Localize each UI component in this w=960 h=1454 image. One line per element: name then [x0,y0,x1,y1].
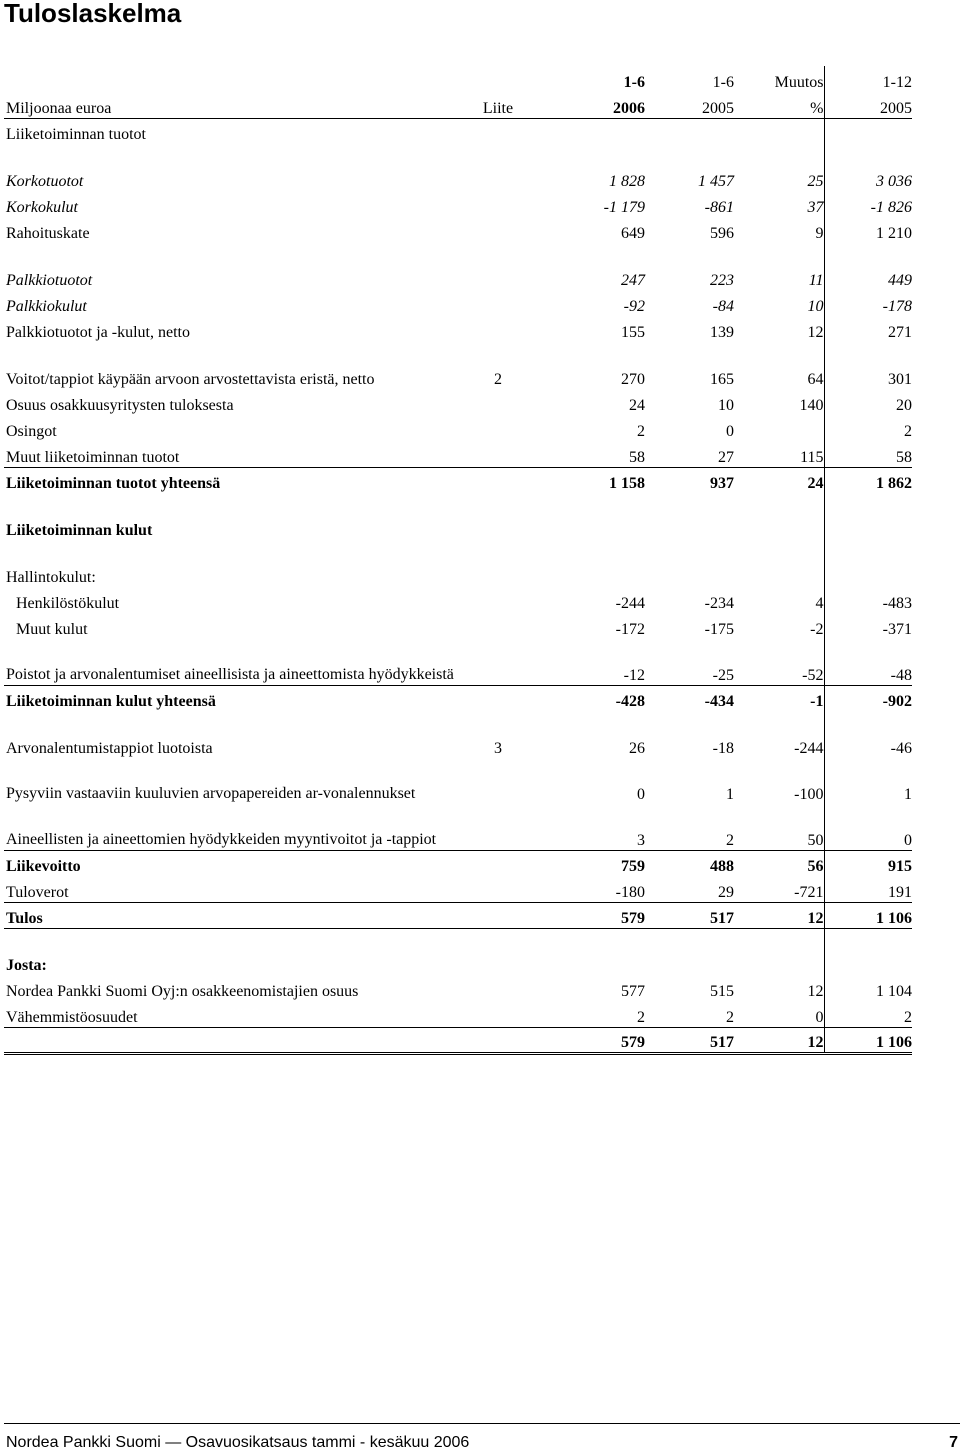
row-value-change-pct: 24 [734,467,824,493]
row-value-h1-2006: -244 [615,595,645,612]
row-label: Liikevoitto [6,858,81,875]
row-value-change-pct [734,144,824,165]
row-label: Osuus osakkuusyritysten tuloksesta [6,397,234,414]
row-value-fy-2005: 2 [824,1001,912,1027]
row-value-change-pct [734,540,824,561]
row-value-h1-2006: -180 [532,876,645,902]
row-value-h1-2005: 1 457 [698,173,734,190]
spacer-row [4,243,912,264]
row-note-ref [464,514,532,540]
table-row [4,732,912,758]
row-value-h1-2006 [532,342,645,363]
row-value-change-pct: 140 [734,389,824,415]
row-value-h1-2006: -428 [615,693,645,710]
row-note-ref [464,949,532,975]
row-note-ref [464,217,532,243]
row-value-h1-2006: 58 [532,441,645,467]
table-row [4,1001,912,1027]
row-note-ref: 2 [494,371,502,388]
row-value-h1-2005 [645,493,734,514]
row-value-h1-2006 [532,928,645,949]
row-value-change-pct: 37 [734,191,824,217]
row-note-ref [464,264,532,290]
row-value-fy-2005: 1 106 [824,1027,912,1053]
row-label: Liiketoiminnan tuotot yhteensä [6,475,221,492]
row-note-ref [464,467,532,493]
spacer-row [4,711,912,732]
row-value-change-pct: 12 [734,902,824,928]
row-note-ref [464,191,532,217]
row-label: Palkkiotuotot [6,272,93,289]
row-note-ref: 3 [494,740,502,757]
row-label: Palkkiotuotot ja -kulut, netto [6,324,190,341]
row-value-h1-2005: 596 [710,225,734,242]
table-row [4,949,912,975]
row-value-h1-2005: 165 [710,371,734,388]
table-row [4,514,912,540]
row-value-fy-2005: 58 [824,441,912,467]
row-value-change-pct: -244 [734,732,824,758]
row-value-h1-2005: 27 [645,441,734,467]
row-value-h1-2005 [645,711,734,732]
spacer-row [4,493,912,514]
row-value-h1-2006: 24 [629,397,645,414]
row-value-h1-2006 [532,118,645,144]
row-note-ref [464,639,532,685]
row-label: Tuloverot [4,876,464,902]
header-liite: Liite [464,92,532,118]
row-value-change-pct [734,949,824,975]
table-row [4,902,912,928]
row-note-ref [464,587,532,613]
row-value-change-pct: 25 [734,165,824,191]
row-value-fy-2005 [824,949,912,975]
row-note-ref [464,316,532,342]
row-value-fy-2005: 301 [888,371,912,388]
row-label [4,243,464,264]
row-value-h1-2006: 1 158 [609,475,645,492]
header-percent: % [734,92,824,118]
row-label: Vähemmistöosuudet [4,1001,464,1027]
row-value-fy-2005: 20 [896,397,912,414]
table-row [4,613,912,639]
row-value-fy-2005: -178 [882,298,912,315]
row-label: Liiketoiminnan kulut [6,522,153,539]
row-note-ref [464,804,532,850]
row-value-change-pct [734,342,824,363]
row-note-ref [464,975,532,1001]
row-note-ref [464,389,532,415]
row-value-fy-2005 [824,540,912,561]
row-label: Korkokulut [6,199,78,216]
row-note-ref [464,144,532,165]
row-value-h1-2005: 517 [645,902,734,928]
row-value-h1-2005 [645,243,734,264]
header-change: Muutos [734,66,824,92]
row-value-fy-2005: -483 [882,595,912,612]
row-value-h1-2006: -12 [532,639,645,685]
row-value-h1-2005: 29 [645,876,734,902]
row-note-ref [464,243,532,264]
row-value-change-pct [734,514,824,540]
income-statement-table [4,66,912,1055]
row-label: Liiketoiminnan kulut yhteensä [6,693,216,710]
row-value-fy-2005 [824,493,912,514]
row-value-change-pct: 12 [734,1027,824,1053]
row-value-change-pct: 0 [734,1001,824,1027]
row-value-h1-2005 [645,540,734,561]
table-row [4,217,912,243]
row-value-change-pct [734,118,824,144]
row-label [4,342,464,363]
row-value-h1-2006: 0 [637,786,645,803]
row-value-h1-2005 [645,949,734,975]
row-value-h1-2005: -25 [645,639,734,685]
page-title: Tuloslaskelma [4,0,182,28]
row-value-fy-2005: 1 [904,786,912,803]
table-row [4,415,912,441]
row-note-ref [464,561,532,587]
row-value-h1-2006: 26 [629,740,645,757]
row-note-ref [464,1027,532,1053]
row-value-h1-2005 [645,342,734,363]
table-row [4,1027,912,1053]
row-value-change-pct: -52 [734,639,824,685]
page-number: 7 [949,1434,958,1451]
row-value-h1-2006: 155 [621,324,645,341]
row-label: Korkotuotot [6,173,84,190]
row-label [4,540,464,561]
page-footer [4,1423,960,1454]
row-note-ref [464,441,532,467]
row-label: Arvonalentumistappiot luotoista [6,740,213,757]
table-row [4,804,912,850]
table-row [4,441,912,467]
row-value-h1-2005: 515 [710,983,734,1000]
table-row [4,165,912,191]
row-value-change-pct: 56 [734,850,824,876]
row-value-fy-2005: -48 [824,639,912,685]
row-value-h1-2005: 0 [726,423,734,440]
row-value-h1-2006: 759 [621,858,645,875]
row-value-h1-2006: 579 [532,902,645,928]
row-value-h1-2006: 3 [532,804,645,850]
row-value-fy-2005 [824,118,912,144]
row-value-change-pct [734,493,824,514]
row-value-h1-2006 [532,540,645,561]
row-value-change-pct: 12 [734,975,824,1001]
row-value-h1-2006 [532,711,645,732]
row-value-h1-2006: -1 179 [603,199,645,216]
row-value-change-pct: 64 [734,363,824,389]
header-row-period [4,66,912,92]
row-value-fy-2005 [824,342,912,363]
row-value-fy-2005: -46 [890,740,912,757]
row-value-h1-2006: 579 [532,1027,645,1053]
row-value-h1-2005 [645,118,734,144]
row-value-h1-2006: -92 [623,298,645,315]
row-value-fy-2005: 0 [824,804,912,850]
row-label: Henkilöstökulut [16,595,120,612]
table-row [4,685,912,711]
row-label: Poistot ja arvonalentumiset aineellisista ja aineettomista hyödykkeistä [4,639,464,685]
table-row [4,389,912,415]
row-value-h1-2006: 1 828 [609,173,645,190]
row-value-h1-2005: -861 [704,199,734,216]
row-value-h1-2005: 139 [710,324,734,341]
row-value-h1-2005: -18 [712,740,734,757]
row-value-h1-2006: 2 [532,1001,645,1027]
row-note-ref [464,342,532,363]
row-value-change-pct: -2 [734,613,824,639]
header-period-2005: 1-6 [712,74,734,91]
row-value-h1-2005: 488 [710,858,734,875]
table-row [4,118,912,144]
row-value-h1-2006: 2 [637,423,645,440]
row-label: Tulos [4,902,464,928]
row-value-h1-2006: 247 [621,272,645,289]
row-value-fy-2005: 1 862 [876,475,912,492]
row-note-ref [464,290,532,316]
row-value-fy-2005: 2 [904,423,912,440]
row-value-h1-2006 [532,144,645,165]
row-value-change-pct: 12 [734,316,824,342]
row-label: Josta: [6,957,47,974]
table-row [4,316,912,342]
row-label: Aineellisten ja aineettomien hyödykkeiden myyntivoitot ja -tappiot [4,804,464,850]
row-label: Palkkiokulut [6,298,87,315]
row-value-h1-2006: 577 [621,983,645,1000]
spacer-row [4,342,912,363]
row-label: Muut liiketoiminnan tuotot [4,441,464,467]
row-value-fy-2005 [824,928,912,949]
spacer-row [4,540,912,561]
row-label: Voitot/tappiot käypään arvoon arvostettavista eristä, netto [6,371,375,388]
row-value-h1-2006 [532,243,645,264]
table-row [4,290,912,316]
row-value-h1-2006: 649 [621,225,645,242]
row-value-change-pct [734,243,824,264]
row-value-h1-2005 [645,514,734,540]
row-value-h1-2005: 517 [645,1027,734,1053]
table-row [4,191,912,217]
table-row [4,850,912,876]
row-value-change-pct: 50 [734,804,824,850]
table-row [4,758,912,804]
row-note-ref [464,902,532,928]
row-value-change-pct [734,711,824,732]
header-year-2006: 2006 [532,92,645,118]
table-row [4,876,912,902]
header-year-2005-full: 2005 [824,92,912,118]
row-note-ref [464,540,532,561]
row-value-change-pct: 11 [734,264,824,290]
row-value-h1-2006 [532,514,645,540]
table-row [4,363,912,389]
row-label [4,493,464,514]
row-value-fy-2005 [824,711,912,732]
row-value-fy-2005 [824,514,912,540]
table-row [4,587,912,613]
row-note-ref [464,850,532,876]
row-value-h1-2005: 10 [718,397,734,414]
spacer-row [4,928,912,949]
row-value-fy-2005: 1 106 [824,902,912,928]
row-label: Hallintokulut: [6,569,96,586]
table-row [4,561,912,587]
row-value-fy-2005: -1 826 [870,199,912,216]
row-label: Osingot [6,423,57,440]
row-label: Pysyviin vastaaviin kuuluvien arvopapereiden ar-vonalennukset [6,785,416,802]
row-label: Muut kulut [16,621,88,638]
row-value-h1-2005 [645,928,734,949]
row-value-h1-2005: 2 [645,1001,734,1027]
row-note-ref [464,165,532,191]
row-value-change-pct: -100 [734,758,824,804]
row-value-fy-2005: 449 [888,272,912,289]
footer-text: Nordea Pankki Suomi — Osavuosikatsaus tammi - kesäkuu 2006 [6,1434,470,1451]
row-value-h1-2005: 223 [710,272,734,289]
table-row [4,639,912,685]
row-note-ref [464,493,532,514]
row-value-fy-2005: -371 [882,621,912,638]
table-row [4,975,912,1001]
row-label [4,711,464,732]
row-value-change-pct [734,415,824,441]
header-label-empty [4,66,464,92]
row-value-fy-2005 [824,243,912,264]
header-period-fullyear: 1-12 [882,74,912,91]
row-note-ref [464,685,532,711]
row-value-fy-2005: 1 104 [876,983,912,1000]
row-value-h1-2005: 2 [645,804,734,850]
row-value-change-pct: -1 [734,685,824,711]
row-value-fy-2005 [824,561,912,587]
row-value-h1-2006 [532,949,645,975]
row-value-change-pct: 9 [734,217,824,243]
row-value-h1-2006: 270 [621,371,645,388]
table-row [4,264,912,290]
row-value-fy-2005: 271 [888,324,912,341]
row-label [4,1027,464,1053]
row-value-h1-2005: -84 [712,298,734,315]
row-value-h1-2005: 1 [726,786,734,803]
header-year-2005: 2005 [645,92,734,118]
row-label: Rahoituskate [6,225,90,242]
row-value-h1-2005: -434 [704,693,734,710]
row-value-change-pct: 115 [734,441,824,467]
row-label: Nordea Pankki Suomi Oyj:n osakkeenomistajien osuus [6,983,359,1000]
row-value-change-pct [734,561,824,587]
row-note-ref [464,928,532,949]
row-value-h1-2006: -172 [615,621,645,638]
row-label [4,144,464,165]
row-value-h1-2006 [532,561,645,587]
row-note-ref [464,1001,532,1027]
row-value-change-pct [734,928,824,949]
row-value-fy-2005 [824,144,912,165]
header-unit-label: Miljoonaa euroa [4,92,464,118]
row-value-fy-2005: -902 [882,693,912,710]
row-note-ref [464,876,532,902]
row-value-change-pct: 10 [734,290,824,316]
row-label [4,928,464,949]
row-value-h1-2005 [645,144,734,165]
row-label: Liiketoiminnan tuotot [6,126,146,143]
row-value-h1-2005: -234 [704,595,734,612]
row-value-h1-2005: -175 [704,621,734,638]
header-liite-empty [464,66,532,92]
row-value-fy-2005: 3 036 [876,173,912,190]
row-value-change-pct: -721 [734,876,824,902]
header-period-2006: 1-6 [623,74,645,91]
table-row [4,467,912,493]
row-value-h1-2005: 937 [710,475,734,492]
row-note-ref [464,758,532,804]
row-value-h1-2006 [532,493,645,514]
row-note-ref [464,711,532,732]
row-note-ref [464,415,532,441]
row-note-ref [464,613,532,639]
row-value-change-pct: 4 [734,587,824,613]
spacer-row [4,144,912,165]
row-value-fy-2005: 915 [888,858,912,875]
row-value-h1-2005 [645,561,734,587]
header-row-years [4,92,912,118]
row-value-fy-2005: 191 [824,876,912,902]
row-note-ref [464,118,532,144]
row-value-fy-2005: 1 210 [876,225,912,242]
